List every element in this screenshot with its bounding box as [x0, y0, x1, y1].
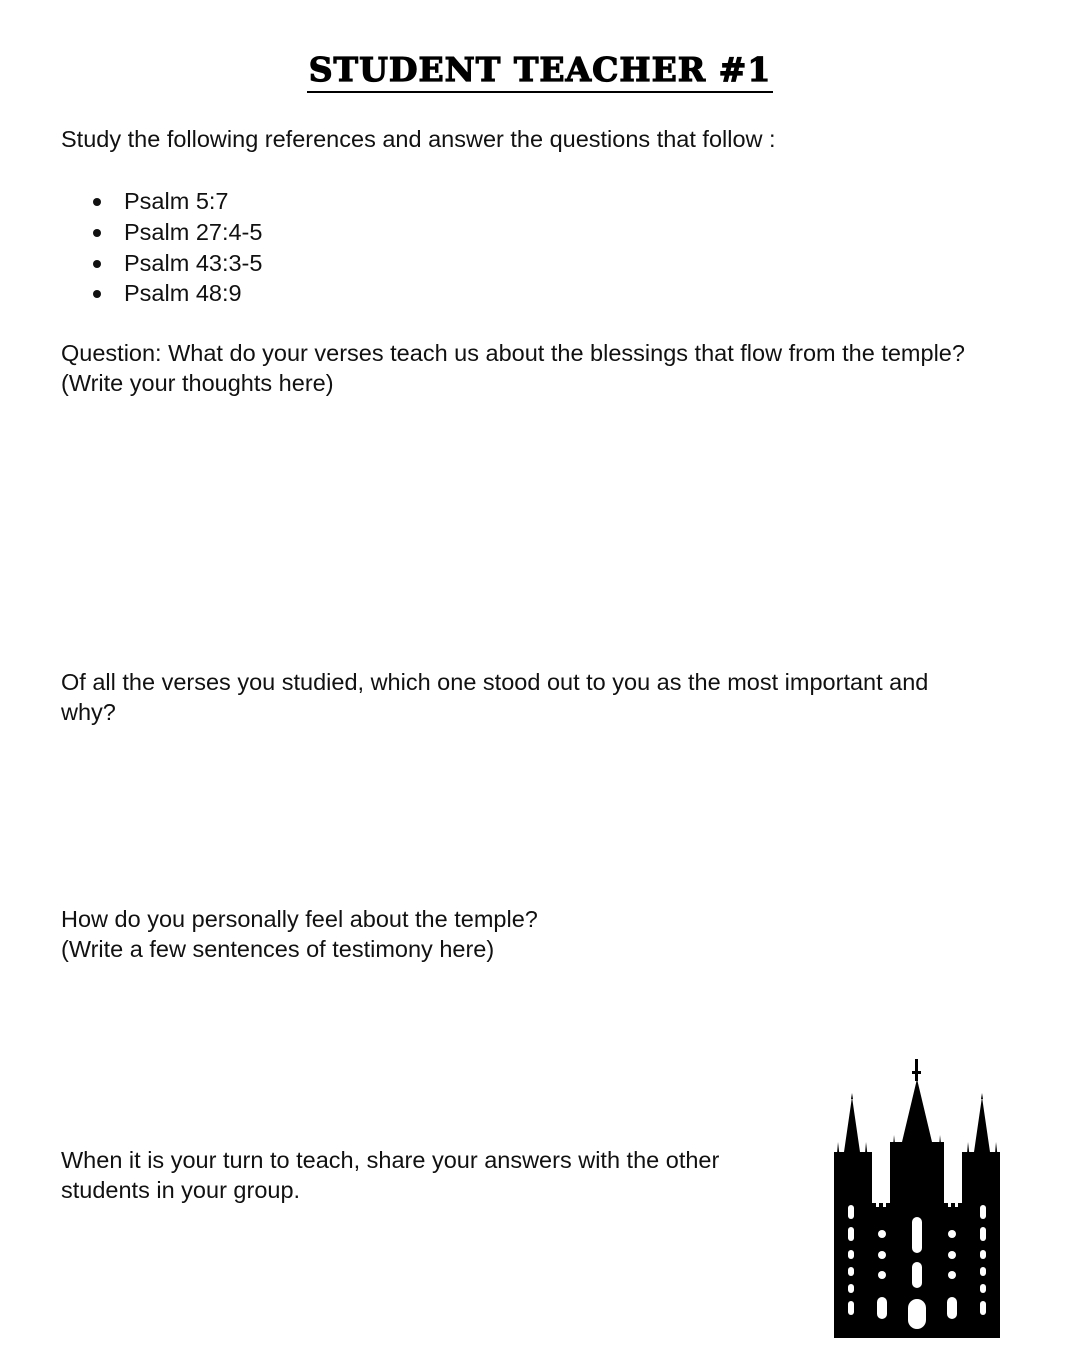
closing-line: When it is your turn to teach, share your answers with the other [61, 1147, 720, 1173]
reference-label: Psalm 43:3-5 [124, 249, 263, 276]
question-important-verse [61, 668, 928, 727]
intro-text [61, 125, 776, 155]
question-instruction: (Write your thoughts here) [61, 369, 334, 396]
intro-line: Study the following references and answer the questions that follow : [61, 126, 776, 152]
closing-line: students in your group. [61, 1176, 301, 1203]
page-title: STUDENT TEACHER #1 [307, 52, 774, 93]
page-title-wrap [0, 52, 1080, 93]
closing-instruction [61, 1146, 719, 1205]
list-item [61, 248, 262, 279]
question-blessings [61, 339, 965, 398]
question-instruction: (Write a few sentences of testimony here) [61, 935, 495, 962]
bullet-icon [93, 229, 101, 237]
question-line: How do you personally feel about the temple? [61, 906, 538, 932]
list-item [61, 278, 262, 309]
question-line: why? [61, 698, 116, 725]
question-line: Question: What do your verses teach us about the blessings that flow from the temple? [61, 340, 965, 366]
reference-list [61, 186, 262, 309]
bullet-icon [93, 290, 101, 298]
reference-label: Psalm 48:9 [124, 280, 242, 307]
temple-silhouette-icon [832, 1057, 1002, 1338]
question-feelings [61, 905, 538, 964]
reference-label: Psalm 5:7 [124, 188, 229, 214]
bullet-icon [93, 198, 101, 206]
list-item [61, 186, 262, 217]
reference-label: Psalm 27:4-5 [124, 218, 263, 245]
question-line: Of all the verses you studied, which one stood out to you as the most important and [61, 669, 929, 695]
bullet-icon [93, 260, 101, 268]
list-item [61, 217, 262, 248]
